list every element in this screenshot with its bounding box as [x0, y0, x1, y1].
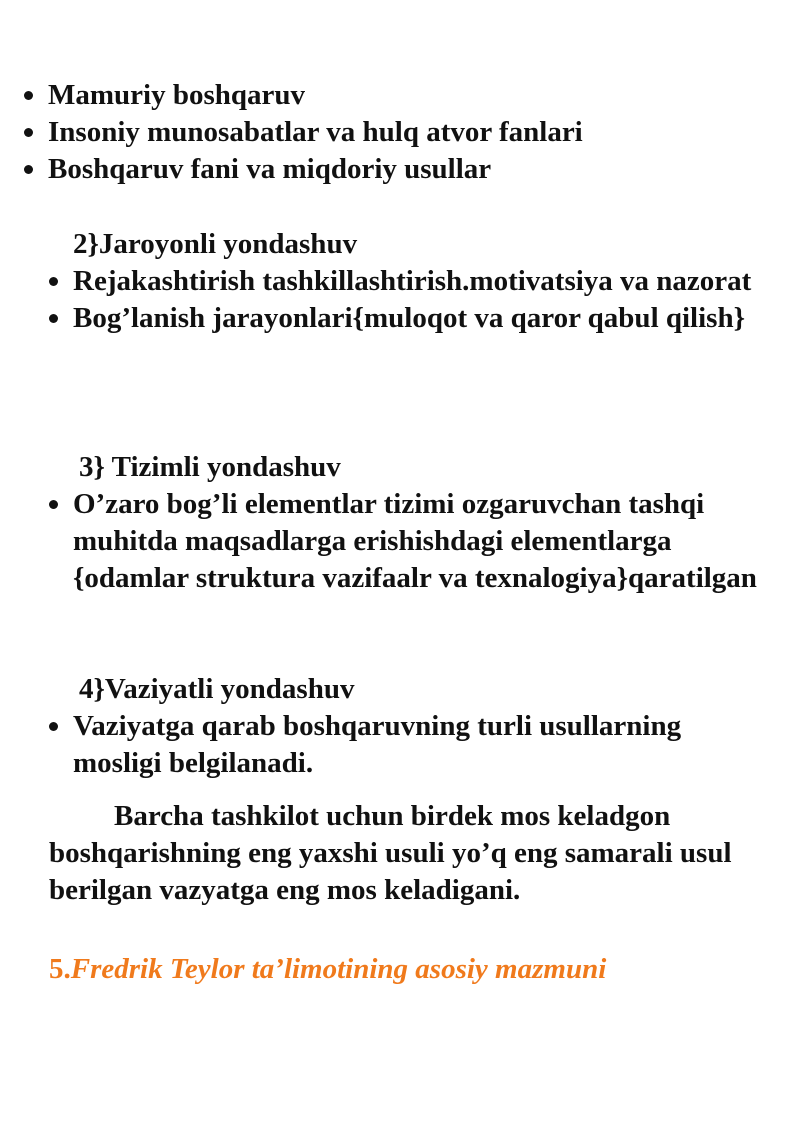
list-item — [24, 114, 784, 151]
list-item-text: Rejakashtirish tashkillashtirish.motivatsiya va nazorat — [73, 265, 752, 297]
section-number: 5. — [49, 953, 71, 985]
list-item — [49, 300, 769, 337]
list-item — [49, 486, 769, 597]
systems-approach-list — [49, 486, 769, 597]
list-item-text: Boshqaruv fani va miqdoriy usullar — [48, 153, 492, 185]
process-approach-heading: 2}Jaroyonli yondashuv — [73, 228, 358, 260]
list-item-text: Bog’lanish jarayonlari{muloqot va qaror qabul qilish} — [73, 302, 746, 334]
list-item-text: Vaziyatga qarab boshqaruvning turli usullarning mosligi belgilanadi. — [73, 710, 682, 779]
bullet-icon — [49, 314, 58, 323]
list-item — [24, 77, 784, 114]
list-item-text: Mamuriy boshqaruv — [48, 79, 306, 111]
list-item-text: O’zaro bog’li elementlar tizimi ozgaruvchan tashqi muhitda maqsadlarga erishishdagi elementlarga {odamlar struktura vazifaalr va texnalogiya}qaratilgan — [73, 488, 757, 594]
approaches-list — [24, 77, 784, 188]
situational-approach-list — [49, 708, 769, 782]
section-title-text: Fredrik Teylor ta’limotining asosiy mazmuni — [70, 953, 607, 985]
section-title — [49, 951, 606, 988]
list-item-text: Insoniy munosabatlar va hulq atvor fanlari — [48, 116, 583, 148]
list-item — [49, 708, 769, 782]
summary-paragraph: Barcha tashkilot uchun birdek mos keladgon boshqarishning eng yaxshi usuli yo’q eng samarali usul berilgan vazyatga eng mos keladigani. — [49, 800, 732, 906]
list-item — [24, 151, 784, 188]
situational-approach-heading: 4}Vaziyatli yondashuv — [79, 673, 355, 705]
bullet-icon — [49, 722, 58, 731]
bullet-icon — [49, 277, 58, 286]
bullet-icon — [24, 91, 33, 100]
bullet-icon — [24, 165, 33, 174]
list-item — [49, 263, 769, 300]
bullet-icon — [49, 500, 58, 509]
process-approach-list — [49, 263, 769, 337]
bullet-icon — [24, 128, 33, 137]
systems-approach-heading: 3} Tizimli yondashuv — [79, 451, 341, 483]
